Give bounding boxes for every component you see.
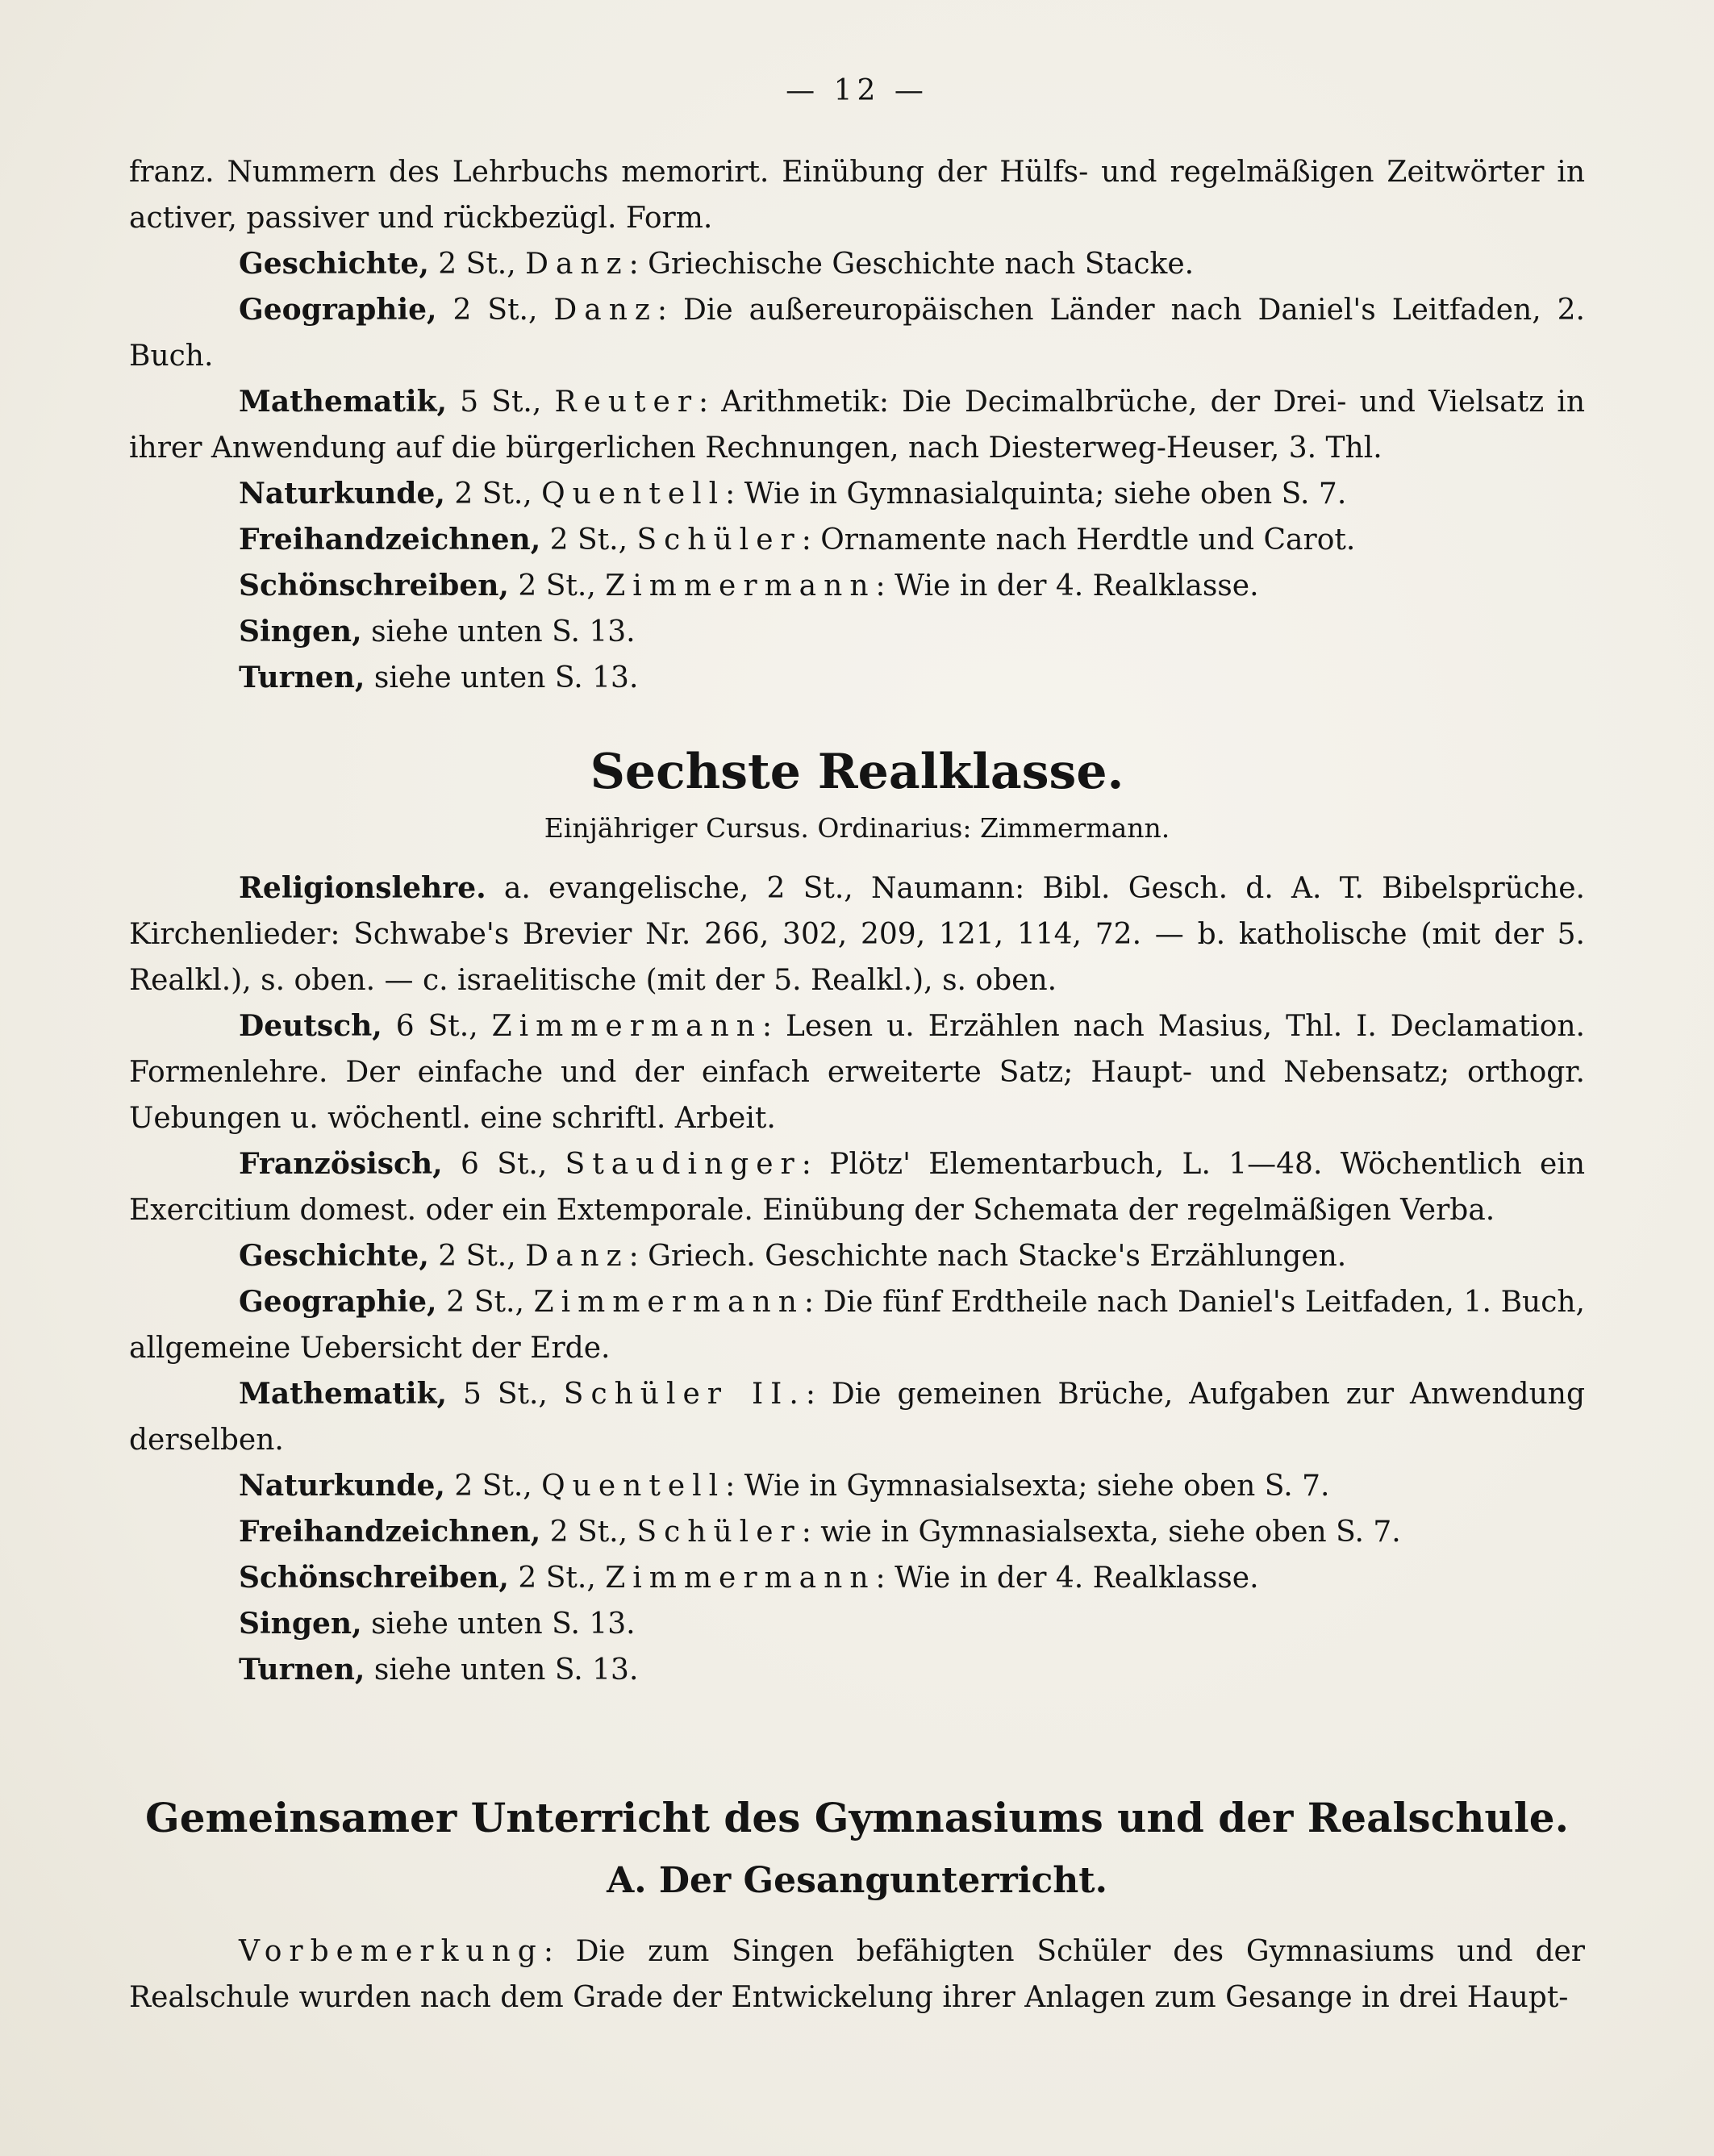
- teacher-name: Schüler II.: [563, 1378, 806, 1411]
- subject-entry: [129, 865, 1585, 1003]
- subject-hours: 2 St.,: [444, 1470, 542, 1503]
- subject-hours: 6 St.,: [442, 1148, 565, 1181]
- subject-name: Deutsch,: [239, 1009, 382, 1043]
- subject-name: Mathematik,: [239, 385, 448, 419]
- subject-description: : Arithmetik: Die Decimalbrüche, der Drei- und Vielsatz in ihrer Anwendung auf die bürgerlichen Rechnungen, nach Diesterweg-Heuser, 3. Thl.: [129, 386, 1586, 465]
- subject-description: : Wie in der 4. Realklasse.: [875, 1562, 1259, 1595]
- subject-name: Religionslehre.: [239, 871, 486, 905]
- subject-description: : Plötz' Elementarbuch, L. 1—48. Wöchentlich ein Exercitium domest. oder ein Extemporale. Einübung der Schemata der regelmäßigen Verba.: [129, 1148, 1586, 1227]
- subject-name: Geographie,: [239, 1285, 437, 1319]
- subject-name: Französisch,: [239, 1147, 443, 1181]
- subject-name: Naturkunde,: [239, 477, 445, 511]
- subject-description: : Lesen u. Erzählen nach Masius, Thl. I. Declamation. Formenlehre. Der einfache und der einfach erweiterte Satz; Haupt- und Nebensatz; orthogr. Uebungen u. wöchentl. eine schriftl. Arbeit.: [129, 1010, 1585, 1135]
- subject-name: Freihandzeichnen,: [239, 1515, 541, 1549]
- subject-hours: 2 St.,: [508, 1562, 606, 1595]
- sixth-class-list: [129, 865, 1585, 1693]
- subject-hours: 2 St.,: [508, 569, 606, 603]
- subject-description: : Die gemeinen Brüche, Aufgaben zur Anwendung derselben.: [129, 1378, 1585, 1457]
- subject-entry: [129, 241, 1585, 287]
- section-subtitle: Einjähriger Cursus. Ordinarius: Zimmermann.: [544, 812, 1170, 844]
- subject-hours: siehe unten S. 13.: [361, 615, 636, 648]
- subject-description: : Wie in Gymnasialsexta; siehe oben S. 7.: [725, 1470, 1330, 1503]
- subject-name: Schönschreiben,: [239, 569, 509, 603]
- fifth-class-list: [129, 241, 1585, 701]
- teacher-name: Quentell: [541, 477, 726, 511]
- subject-description: : Wie in Gymnasialquinta; siehe oben S. 7.: [725, 477, 1347, 511]
- subject-name: Turnen,: [239, 661, 365, 694]
- subject-hours: 2 St.,: [428, 1240, 526, 1273]
- subject-name: Freihandzeichnen,: [239, 523, 541, 557]
- teacher-name: Danz: [553, 294, 657, 327]
- subject-entry: [129, 655, 1585, 701]
- subject-hours: 2 St.,: [436, 1286, 534, 1319]
- subject-entry: [129, 609, 1585, 655]
- intro-paragraph: franz. Nummern des Lehrbuchs memorirt. Einübung der Hülfs- und regelmäßigen Zeitwörter in activer, passiver und rückbezügl. Form.: [129, 156, 1585, 235]
- subject-description: : Griech. Geschichte nach Stacke's Erzählungen.: [628, 1240, 1347, 1273]
- common-title: Gemeinsamer Unterricht des Gymnasiums und der Realschule.: [145, 1794, 1569, 1841]
- subject-entry: [129, 287, 1585, 379]
- subject-entry: [129, 1647, 1585, 1693]
- subject-hours: 2 St.,: [444, 477, 542, 511]
- subject-description: : Ornamente nach Herdtle und Carot.: [801, 523, 1356, 557]
- subject-entry: [129, 517, 1585, 563]
- subject-hours: siehe unten S. 13.: [361, 1608, 636, 1641]
- subject-entry: [129, 1003, 1585, 1141]
- teacher-name: Staudinger: [565, 1148, 802, 1181]
- subject-hours: 2 St.,: [436, 294, 554, 327]
- page-body: [129, 149, 1585, 2020]
- subject-description: : Griechische Geschichte nach Stacke.: [628, 248, 1195, 281]
- subject-name: Mathematik,: [239, 1377, 448, 1411]
- page-number: — 12 —: [786, 74, 928, 107]
- subject-name: Naturkunde,: [239, 1469, 445, 1503]
- subject-hours: 5 St.,: [447, 1378, 564, 1411]
- teacher-name: Quentell: [541, 1470, 726, 1503]
- subject-hours: siehe unten S. 13.: [365, 661, 639, 694]
- teacher-name: Zimmermann: [605, 569, 876, 603]
- subject-name: Schönschreiben,: [239, 1561, 509, 1595]
- subject-description: : wie in Gymnasialsexta, siehe oben S. 7.: [801, 1516, 1401, 1549]
- subject-entry: [129, 379, 1585, 471]
- final-paragraph: [129, 1929, 1585, 2020]
- subject-entry: [129, 1555, 1585, 1601]
- subject-entry: [129, 1509, 1585, 1555]
- subject-name: Geschichte,: [239, 1239, 429, 1273]
- subject-description: : Die fünf Erdtheile nach Daniel's Leitfaden, 1. Buch, allgemeine Uebersicht der Erde.: [129, 1286, 1586, 1365]
- subject-entry: [129, 471, 1585, 517]
- subject-hours: 2 St.,: [540, 1516, 637, 1549]
- teacher-name: Danz: [525, 1240, 629, 1273]
- subject-hours: 5 St.,: [447, 386, 555, 419]
- subject-description: : Die außereuropäischen Länder nach Daniel's Leitfaden, 2. Buch.: [129, 294, 1585, 373]
- subject-entry: [129, 1601, 1585, 1647]
- subject-hours: 2 St.,: [428, 248, 526, 281]
- teacher-name: Danz: [525, 248, 629, 281]
- common-subtitle: A. Der Gesangunterricht.: [607, 1860, 1107, 1901]
- section-title: Sechste Realklasse.: [590, 744, 1124, 800]
- subject-hours: 6 St.,: [382, 1010, 492, 1043]
- final-text: : Die zum Singen befähigten Schüler des Gymnasiums und der Realschule wurden nach dem Grade der Entwickelung ihrer Anlagen zum Gesange in drei Haupt-: [129, 1935, 1585, 2014]
- subject-hours: 2 St.,: [540, 523, 637, 557]
- subject-entry: [129, 1463, 1585, 1509]
- subject-hours: a. evangelische, 2 St., Naumann: Bibl. Gesch. d. A. T. Bibelsprüche. Kirchenlieder: Schwabe's Brevier Nr. 266, 302, 209, 121, 114, 72. — b. katholische (mit der 5. Realkl.), s. oben. — c. israelitische (mit der 5. Realkl.), s. oben.: [129, 872, 1585, 997]
- teacher-name: Reuter: [554, 386, 699, 419]
- subject-entry: [129, 563, 1585, 609]
- final-label: Vorbemerkung: [239, 1935, 544, 1968]
- teacher-name: Zimmermann: [491, 1010, 762, 1043]
- subject-hours: siehe unten S. 13.: [365, 1653, 639, 1687]
- subject-name: Turnen,: [239, 1653, 365, 1687]
- subject-name: Singen,: [239, 615, 362, 648]
- subject-entry: [129, 1279, 1585, 1371]
- subject-entry: [129, 1233, 1585, 1279]
- teacher-name: Zimmermann: [605, 1562, 876, 1595]
- subject-entry: [129, 1141, 1585, 1233]
- subject-name: Singen,: [239, 1607, 362, 1641]
- subject-name: Geographie,: [239, 293, 437, 327]
- teacher-name: Schüler: [636, 523, 802, 557]
- subject-description: : Wie in der 4. Realklasse.: [875, 569, 1259, 603]
- subject-entry: [129, 1371, 1585, 1463]
- teacher-name: Schüler: [636, 1516, 802, 1549]
- teacher-name: Zimmermann: [533, 1286, 804, 1319]
- subject-name: Geschichte,: [239, 247, 429, 281]
